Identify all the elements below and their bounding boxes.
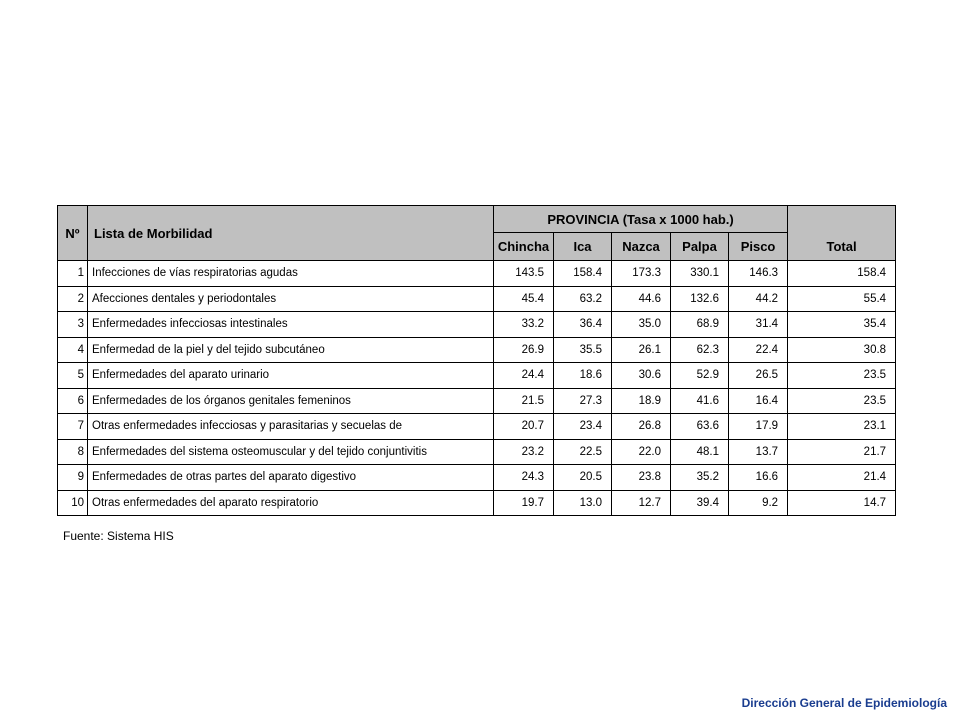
header-total: Total — [788, 206, 896, 261]
disease-name: Infecciones de vías respiratorias agudas — [88, 261, 494, 287]
total-cell: 21.7 — [788, 439, 896, 465]
table-row — [58, 286, 896, 312]
rate-cell: 20.7 — [494, 414, 554, 440]
rate-cell: 26.9 — [494, 337, 554, 363]
rate-cell: 27.3 — [554, 388, 612, 414]
rate-cell: 41.6 — [671, 388, 729, 414]
header-palpa: Palpa — [671, 233, 729, 261]
table-row — [58, 312, 896, 338]
header-pisco: Pisco — [729, 233, 788, 261]
disease-name: Enfermedades del aparato urinario — [88, 363, 494, 389]
rate-cell: 18.9 — [612, 388, 671, 414]
rate-cell: 146.3 — [729, 261, 788, 287]
total-cell: 23.1 — [788, 414, 896, 440]
rate-cell: 35.2 — [671, 465, 729, 491]
row-number: 4 — [58, 337, 88, 363]
total-cell: 55.4 — [788, 286, 896, 312]
table-row — [58, 439, 896, 465]
table-row — [58, 261, 896, 287]
row-number: 1 — [58, 261, 88, 287]
table-row — [58, 465, 896, 491]
rate-cell: 16.6 — [729, 465, 788, 491]
rate-cell: 52.9 — [671, 363, 729, 389]
disease-name: Enfermedad de la piel y del tejido subcutáneo — [88, 337, 494, 363]
rate-cell: 22.0 — [612, 439, 671, 465]
header-chincha: Chincha — [494, 233, 554, 261]
row-number: 7 — [58, 414, 88, 440]
rate-cell: 330.1 — [671, 261, 729, 287]
rate-cell: 35.0 — [612, 312, 671, 338]
rate-cell: 33.2 — [494, 312, 554, 338]
rate-cell: 26.8 — [612, 414, 671, 440]
table-row — [58, 363, 896, 389]
rate-cell: 44.6 — [612, 286, 671, 312]
row-number: 5 — [58, 363, 88, 389]
total-cell: 23.5 — [788, 363, 896, 389]
disease-name: Enfermedades del sistema osteomuscular y del tejido conjuntivitis — [88, 439, 494, 465]
disease-name: Enfermedades de los órganos genitales femeninos — [88, 388, 494, 414]
total-cell: 21.4 — [788, 465, 896, 491]
row-number: 2 — [58, 286, 88, 312]
morbidity-table — [57, 205, 896, 516]
rate-cell: 62.3 — [671, 337, 729, 363]
rate-cell: 143.5 — [494, 261, 554, 287]
table-row — [58, 388, 896, 414]
disease-name: Enfermedades de otras partes del aparato digestivo — [88, 465, 494, 491]
row-number: 9 — [58, 465, 88, 491]
rate-cell: 22.5 — [554, 439, 612, 465]
rate-cell: 9.2 — [729, 490, 788, 516]
disease-name: Enfermedades infecciosas intestinales — [88, 312, 494, 338]
disease-name: Otras enfermedades del aparato respiratorio — [88, 490, 494, 516]
header-num: Nº — [58, 206, 88, 261]
rate-cell: 19.7 — [494, 490, 554, 516]
rate-cell: 158.4 — [554, 261, 612, 287]
row-number: 8 — [58, 439, 88, 465]
rate-cell: 24.3 — [494, 465, 554, 491]
rate-cell: 13.0 — [554, 490, 612, 516]
header-ica: Ica — [554, 233, 612, 261]
table-body — [58, 261, 896, 516]
row-number: 3 — [58, 312, 88, 338]
total-cell: 23.5 — [788, 388, 896, 414]
rate-cell: 63.6 — [671, 414, 729, 440]
rate-cell: 173.3 — [612, 261, 671, 287]
total-cell: 158.4 — [788, 261, 896, 287]
row-number: 6 — [58, 388, 88, 414]
rate-cell: 20.5 — [554, 465, 612, 491]
header-provincia-group: PROVINCIA (Tasa x 1000 hab.) — [494, 206, 788, 233]
rate-cell: 16.4 — [729, 388, 788, 414]
total-cell: 30.8 — [788, 337, 896, 363]
rate-cell: 44.2 — [729, 286, 788, 312]
rate-cell: 22.4 — [729, 337, 788, 363]
table-row — [58, 337, 896, 363]
rate-cell: 39.4 — [671, 490, 729, 516]
disease-name: Afecciones dentales y periodontales — [88, 286, 494, 312]
total-cell: 35.4 — [788, 312, 896, 338]
rate-cell: 21.5 — [494, 388, 554, 414]
total-cell: 14.7 — [788, 490, 896, 516]
rate-cell: 36.4 — [554, 312, 612, 338]
rate-cell: 23.2 — [494, 439, 554, 465]
rate-cell: 23.4 — [554, 414, 612, 440]
rate-cell: 13.7 — [729, 439, 788, 465]
header-lista: Lista de Morbilidad — [88, 206, 494, 261]
rate-cell: 24.4 — [494, 363, 554, 389]
header-nazca: Nazca — [612, 233, 671, 261]
rate-cell: 45.4 — [494, 286, 554, 312]
rate-cell: 132.6 — [671, 286, 729, 312]
footer-credit: Dirección General de Epidemiología — [741, 696, 947, 710]
rate-cell: 26.5 — [729, 363, 788, 389]
rate-cell: 12.7 — [612, 490, 671, 516]
row-number: 10 — [58, 490, 88, 516]
table-row — [58, 490, 896, 516]
disease-name: Otras enfermedades infecciosas y parasitarias y secuelas de — [88, 414, 494, 440]
rate-cell: 31.4 — [729, 312, 788, 338]
rate-cell: 17.9 — [729, 414, 788, 440]
rate-cell: 18.6 — [554, 363, 612, 389]
rate-cell: 48.1 — [671, 439, 729, 465]
rate-cell: 35.5 — [554, 337, 612, 363]
rate-cell: 26.1 — [612, 337, 671, 363]
rate-cell: 63.2 — [554, 286, 612, 312]
source-note: Fuente: Sistema HIS — [63, 529, 174, 543]
rate-cell: 23.8 — [612, 465, 671, 491]
table-row — [58, 414, 896, 440]
rate-cell: 68.9 — [671, 312, 729, 338]
rate-cell: 30.6 — [612, 363, 671, 389]
